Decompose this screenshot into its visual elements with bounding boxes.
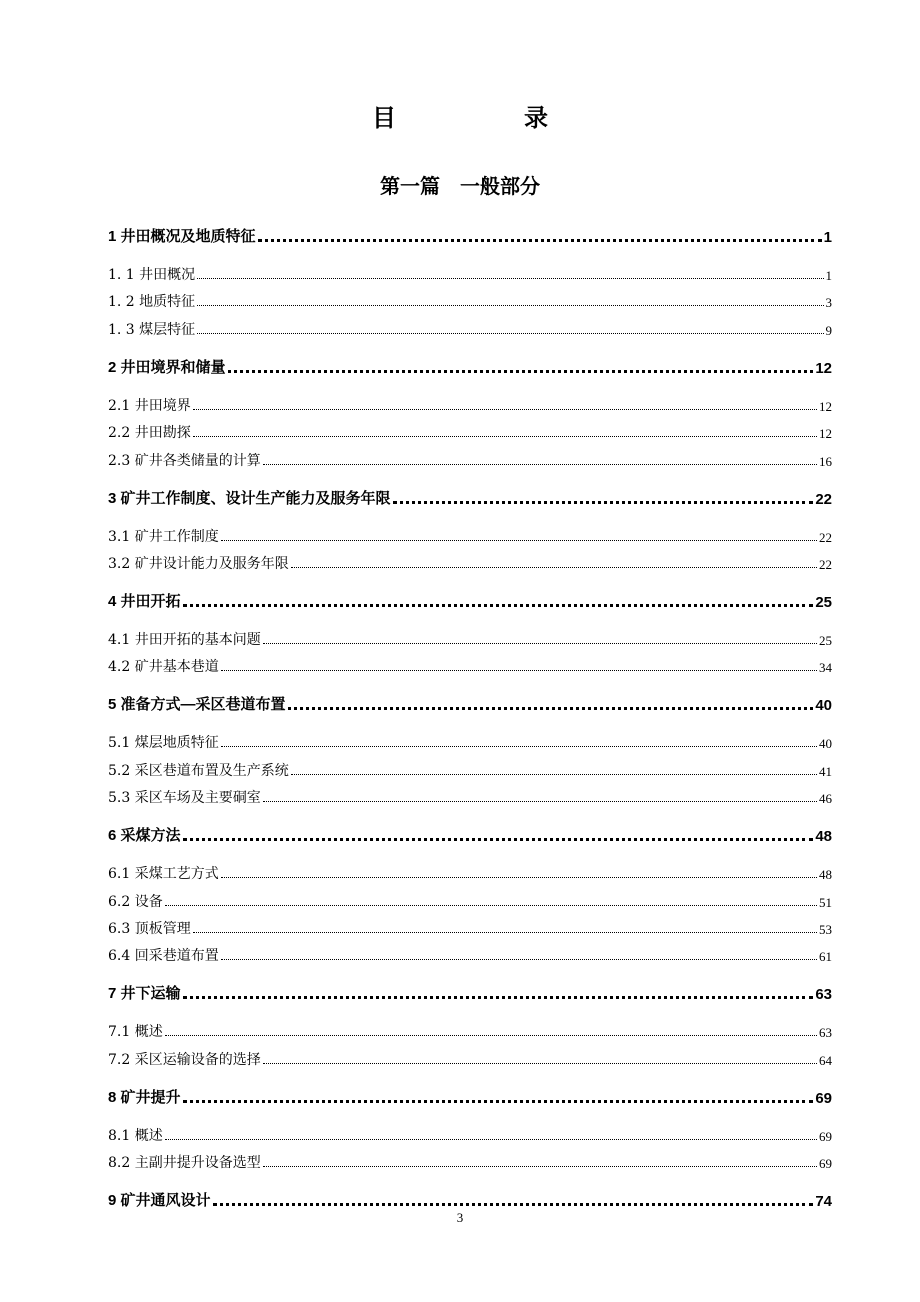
toc-entry-title: 6 采煤方法 bbox=[108, 827, 181, 845]
toc-section-entry[interactable] bbox=[108, 1045, 832, 1069]
toc-section-entry[interactable] bbox=[108, 652, 832, 676]
toc-entry-page-number: 48 bbox=[815, 828, 832, 846]
dot-leader bbox=[213, 1203, 814, 1206]
toc-section-entry[interactable] bbox=[108, 728, 832, 752]
dot-leader bbox=[197, 278, 823, 279]
toc-entry-page-number: 53 bbox=[819, 922, 832, 937]
part-subtitle: 第一篇 一般部分 bbox=[380, 174, 540, 198]
toc-entry-title: 6.3 顶板管理 bbox=[108, 921, 191, 937]
toc-entry-title: 2.3 矿井各类储量的计算 bbox=[108, 452, 261, 469]
toc-entry-page-number: 12 bbox=[815, 359, 832, 377]
dot-leader bbox=[291, 774, 817, 775]
dot-leader bbox=[221, 540, 817, 541]
toc-entry-title: 3.2 矿井设计能力及服务年限 bbox=[108, 556, 289, 572]
dot-leader bbox=[193, 932, 817, 933]
toc-chapter-entry[interactable] bbox=[108, 1186, 832, 1210]
toc-chapter-entry[interactable] bbox=[108, 979, 832, 1003]
toc-entry-page-number: 64 bbox=[819, 1052, 832, 1068]
toc-entry-title: 4 井田开拓 bbox=[108, 593, 181, 610]
toc-section-entry[interactable] bbox=[108, 941, 832, 965]
toc-entry-title: 1 井田概况及地质特征 bbox=[108, 228, 256, 245]
dot-leader bbox=[263, 1063, 817, 1064]
toc-entry-page-number: 1 bbox=[825, 268, 832, 283]
toc-entry-page-number: 63 bbox=[815, 986, 832, 1004]
dot-leader bbox=[165, 905, 817, 906]
dot-leader bbox=[193, 436, 817, 437]
toc-entry-page-number: 48 bbox=[819, 867, 832, 883]
toc-entry-title: 5.3 采区车场及主要硐室 bbox=[108, 790, 261, 807]
toc-entry-page-number: 25 bbox=[819, 633, 832, 648]
page-number: 3 bbox=[456, 1210, 464, 1225]
toc-entry-title: 3.1 矿井工作制度 bbox=[108, 528, 219, 545]
toc-chapter-entry[interactable] bbox=[108, 587, 832, 611]
dot-leader bbox=[263, 643, 817, 644]
dot-leader bbox=[228, 370, 814, 373]
dot-leader bbox=[183, 996, 814, 999]
toc-entry-page-number: 22 bbox=[819, 557, 832, 572]
toc-entry-page-number: 40 bbox=[819, 736, 832, 752]
toc-entry-page-number: 69 bbox=[815, 1089, 832, 1107]
toc-entry-page-number: 22 bbox=[819, 529, 832, 545]
toc-section-entry[interactable] bbox=[108, 391, 832, 415]
toc-entry-page-number: 63 bbox=[819, 1025, 832, 1041]
dot-leader bbox=[165, 1139, 817, 1140]
toc-entry-page-number: 69 bbox=[819, 1128, 832, 1144]
toc-entry-page-number: 1 bbox=[823, 229, 832, 246]
toc-entry-title: 8 矿井提升 bbox=[108, 1088, 181, 1106]
dot-leader bbox=[221, 877, 817, 878]
toc-section-entry[interactable] bbox=[108, 887, 832, 911]
toc-entry-title: 3 矿井工作制度、设计生产能力及服务年限 bbox=[108, 489, 391, 507]
dot-leader bbox=[183, 604, 814, 607]
toc-chapter-entry[interactable] bbox=[108, 484, 832, 508]
toc-section-entry[interactable] bbox=[108, 418, 832, 442]
dot-leader bbox=[263, 1166, 817, 1167]
dot-leader bbox=[221, 959, 817, 960]
toc-entry-title: 4.2 矿井基本巷道 bbox=[108, 659, 219, 676]
toc-entry-title: 5.2 采区巷道布置及生产系统 bbox=[108, 762, 289, 779]
toc-section-entry[interactable] bbox=[108, 522, 832, 546]
toc-entry-page-number: 61 bbox=[819, 949, 832, 965]
dot-leader bbox=[183, 838, 814, 841]
dot-leader bbox=[183, 1100, 814, 1103]
toc-entry-page-number: 74 bbox=[815, 1193, 832, 1211]
toc-section-entry[interactable] bbox=[108, 1121, 832, 1145]
toc-section-entry[interactable] bbox=[108, 783, 832, 807]
dot-leader bbox=[291, 567, 817, 568]
toc-entry-title: 9 矿井通风设计 bbox=[108, 1192, 211, 1210]
dot-leader bbox=[263, 801, 817, 802]
toc-section-entry[interactable] bbox=[108, 859, 832, 883]
toc-entry-title: 7 井下运输 bbox=[108, 985, 181, 1003]
dot-leader bbox=[165, 1035, 817, 1036]
toc-entry-page-number: 9 bbox=[825, 322, 832, 338]
toc-entry-page-number: 22 bbox=[815, 490, 832, 508]
toc-entry-title: 6.4 回采巷道布置 bbox=[108, 948, 219, 965]
toc-entry-title: 4.1 井田开拓的基本问题 bbox=[108, 632, 261, 648]
toc-section-entry[interactable] bbox=[108, 914, 832, 938]
toc-section-entry[interactable] bbox=[108, 446, 832, 470]
toc-entry-page-number: 69 bbox=[819, 1156, 832, 1172]
toc-entry-page-number: 12 bbox=[819, 398, 832, 414]
dot-leader bbox=[221, 670, 817, 671]
toc-chapter-entry[interactable] bbox=[108, 690, 832, 714]
toc-entry-page-number: 12 bbox=[819, 426, 832, 442]
toc-entry-title: 6.2 设备 bbox=[108, 893, 163, 910]
toc-entry-page-number: 46 bbox=[819, 791, 832, 807]
toc-entry-title: 8.1 概述 bbox=[108, 1127, 163, 1144]
toc-entry-page-number: 51 bbox=[819, 894, 832, 910]
toc-entry-page-number: 16 bbox=[819, 453, 832, 469]
toc-section-entry[interactable] bbox=[108, 549, 832, 573]
dot-leader bbox=[263, 464, 817, 465]
toc-section-entry[interactable] bbox=[108, 756, 832, 780]
toc-entry-title: 7.2 采区运输设备的选择 bbox=[108, 1051, 261, 1068]
toc-entry-title: 1. 3 煤层特征 bbox=[108, 321, 196, 338]
toc-entry-title: 5.1 煤层地质特征 bbox=[108, 735, 219, 752]
dot-leader bbox=[221, 746, 817, 747]
toc-section-entry[interactable] bbox=[108, 1148, 832, 1172]
toc-entry-title: 7.1 概述 bbox=[108, 1024, 163, 1041]
toc-chapter-entry[interactable] bbox=[108, 821, 832, 845]
toc-entry-page-number: 40 bbox=[815, 697, 832, 715]
toc-chapter-entry[interactable] bbox=[108, 353, 832, 377]
toc-chapter-entry[interactable] bbox=[108, 222, 832, 246]
toc-entry-title: 2.1 井田境界 bbox=[108, 397, 191, 414]
toc-entry-title: 1. 2 地质特征 bbox=[108, 294, 196, 311]
toc-entry-page-number: 41 bbox=[819, 763, 832, 779]
toc-entry-title: 5 准备方式—采区巷道布置 bbox=[108, 696, 286, 714]
toc-section-entry[interactable] bbox=[108, 1017, 832, 1041]
dot-leader bbox=[197, 305, 823, 306]
dot-leader bbox=[393, 501, 814, 504]
toc-chapter-entry[interactable] bbox=[108, 1083, 832, 1107]
toc-section-entry[interactable] bbox=[108, 287, 832, 311]
dot-leader bbox=[288, 707, 814, 710]
toc-entry-title: 8.2 主副井提升设备选型 bbox=[108, 1155, 261, 1172]
dot-leader bbox=[197, 333, 823, 334]
toc-entry-title: 1. 1 井田概况 bbox=[108, 267, 196, 283]
toc-entry-page-number: 3 bbox=[825, 295, 832, 311]
toc-entry-page-number: 34 bbox=[819, 660, 832, 676]
toc-section-entry[interactable] bbox=[108, 625, 832, 649]
toc-section-entry[interactable] bbox=[108, 260, 832, 284]
document-title: 目 录 bbox=[372, 104, 600, 132]
dot-leader bbox=[193, 409, 817, 410]
toc-entry-title: 2 井田境界和储量 bbox=[108, 358, 226, 376]
toc-entry-page-number: 25 bbox=[815, 594, 832, 611]
toc-entry-title: 2.2 井田勘探 bbox=[108, 425, 191, 442]
toc-section-entry[interactable] bbox=[108, 315, 832, 339]
dot-leader bbox=[258, 239, 822, 242]
toc-entry-title: 6.1 采煤工艺方式 bbox=[108, 866, 219, 883]
